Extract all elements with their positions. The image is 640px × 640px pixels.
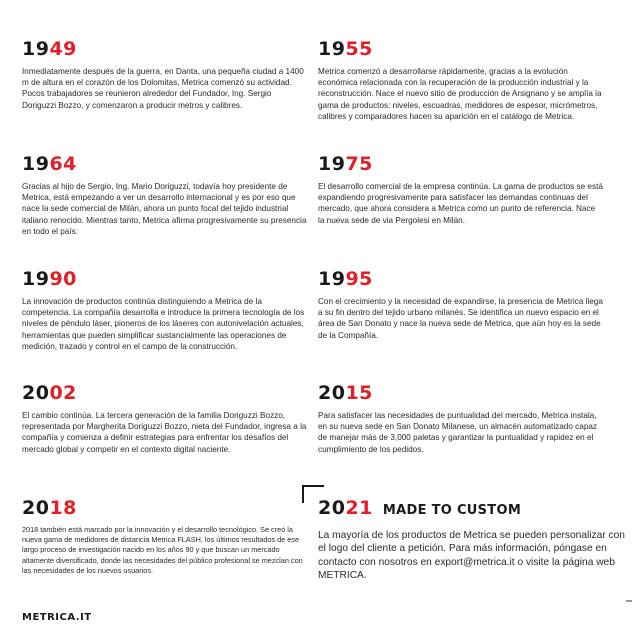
timeline-entry-2002 [22, 382, 307, 455]
year-heading: 2015 [318, 382, 373, 404]
entry-text: Metrica comenzó a desarrollarse rápidamente, gracias a la evolución económica relacionada con la recuperación de la producción industrial y la reconstrucción. Nace el nuevo sitio de producción de Arsignano y se amplía la gama de productos: niveles, escuadras, medidores de espesor, micrómetros, calibres y comparadores hacen su aparición en el catálogo de Metrica. [318, 67, 602, 121]
corner-bracket [302, 485, 324, 487]
year-heading: 2018 [22, 497, 77, 519]
entry-text: El desarrollo comercial de la empresa continúa. La gama de productos se está expandiendo progresivamente para satisfacer las demandas continuas del mercado, que ahora considera a Metrica como un punto de referencia. Nace la nueva sede de via Pergolesi en Milán. [318, 182, 603, 225]
scroll-indicator [626, 600, 632, 602]
entry-text: Con el crecimiento y la necesidad de expandirse, la presencia de Metrica llega a su fin dentro del tejido urbano milanés. Se identifica un nuevo espacio en el área de San Donato y nace la nueva sede de Metrica, que aún hoy es la sede de la Compañía. [318, 297, 603, 340]
year-heading: 1995 [318, 268, 373, 290]
year-heading: 1949 [22, 38, 77, 60]
entry-text: Para satisfacer las necesidades de puntualidad del mercado, Metrica instala, en su nueva sede en San Donato Milanese, un almacén automatizado capaz de manejar más de 3,000 paletas y garantizar la puntualidad y rapidez en el cumplimiento de los pedidos. [318, 411, 598, 454]
timeline-entry-1990 [22, 268, 307, 352]
timeline-entry-1949 [22, 38, 307, 111]
year-heading: 1990 [22, 268, 77, 290]
year-heading: 2002 [22, 382, 77, 404]
footer-brand[interactable]: METRICA.IT [22, 612, 92, 623]
timeline-entry-2018 [22, 497, 307, 576]
year-heading: 2021 [318, 497, 373, 519]
timeline-entry-1955 [318, 38, 603, 122]
timeline-entry-2015 [318, 382, 603, 455]
entry-text: El cambio continúa. La tercera generación de la familia Doriguzzi Bozzo, representada por Margherita Doriguzzi Bozzo, nieta del Fundador, ingresa a la compañía y comienza a definir estrategias para enfrentar los desafíos del mercado global y competir en el contexto digital naciente. [22, 411, 307, 454]
corner-bracket [302, 485, 304, 503]
timeline-entry-1995 [318, 268, 603, 341]
entry-text: Inmediatamente después de la guerra, en Danta, una pequeña ciudad a 1400 m de altura en el corazón de los Dolomitas, Metrica comenzó su actividad. Pocos trabajadores se reunieron alrededor del Fundador, Ing. Sergio Doriguzzi Bozzo, y comenzaron a producir metros y calibres. [22, 67, 304, 110]
entry-text: La innovación de productos continúa distinguiendo a Metrica de la competencia. La compañía desarrolla e introduce la primera tecnología de los niveles de péndulo láser, pioneros de los láseres con autonivelación actuales, herramientas que pueden simplificar sustancialmente las operaciones de medición, trazado y control en el campo de la construcción. [22, 297, 305, 351]
year-heading: 1964 [22, 153, 77, 175]
entry-text: Gracias al hijo de Sergio, Ing. Mario Doriguzzi, todavía hoy presidente de Metrica, está empezando a ver un desarrollo internacional y es por eso que nace la sede comercial de Milán, ahora un punto focal del tejido industrial italiano renocido. Mientras tanto, Metrica afirma progresivamente su presencia en todo el país. [22, 182, 307, 236]
timeline-entry-2021 [318, 497, 628, 583]
year-heading: 1955 [318, 38, 373, 60]
timeline-entry-1964 [22, 153, 307, 237]
made-to-custom-title: MADE TO CUSTOM [382, 503, 522, 518]
entry-text: 2018 también está marcado por la innovación y el desarrollo tecnológico. Se creó la nueva gama de medidores de distancia Metrica FLASH, los últimos resultados de ese largo proceso de investigación nacido en los años 90 y que buscan un mercado altamente diversificado, donde las necesidades del público profesional se mezclan con las necesidades de los nuevos usuarios. [22, 525, 303, 575]
entry-text: La mayoría de los productos de Metrica se pueden personalizar con el logo del cliente a petición. Para más información, póngase en contacto con nosotros en export@metrica.it o visite la página web METRICA. [318, 530, 625, 582]
year-heading: 1975 [318, 153, 373, 175]
timeline-entry-1975 [318, 153, 603, 226]
